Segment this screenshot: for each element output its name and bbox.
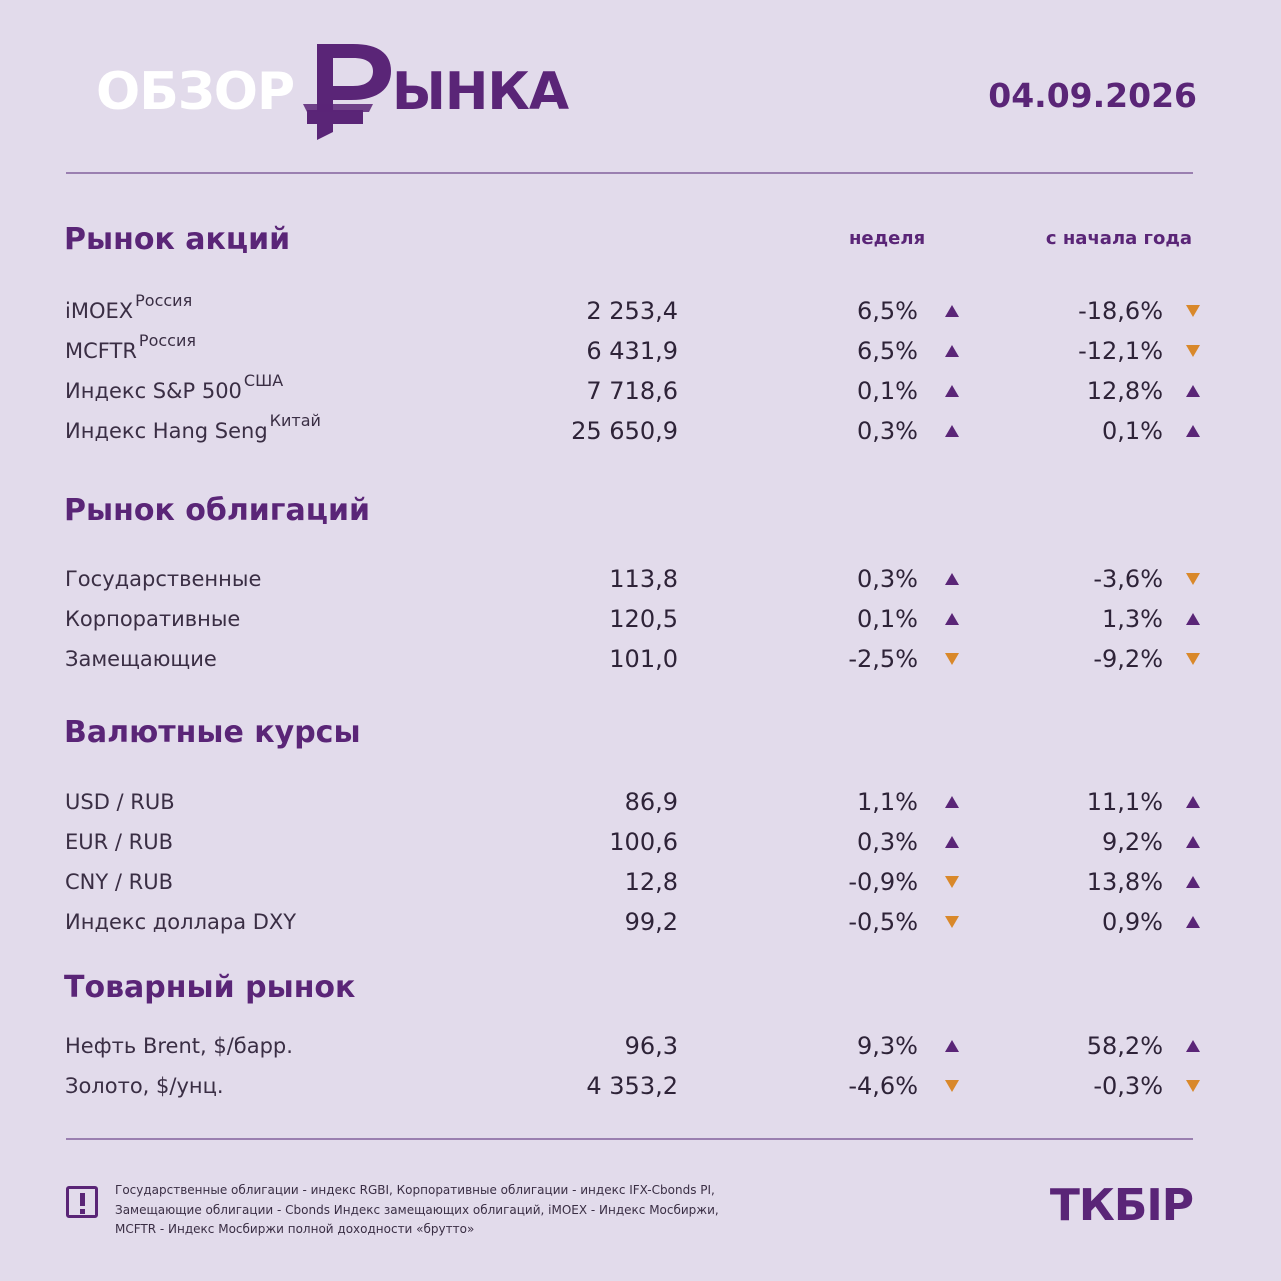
table-row	[0, 559, 1281, 599]
triangle-down-icon	[1186, 345, 1200, 357]
title-obzor: ОБЗОР	[96, 62, 295, 122]
header	[0, 0, 1281, 170]
ytd-change: 12,8%	[1086, 377, 1163, 405]
table-row	[0, 782, 1281, 822]
footnote-line: Государственные облигации - индекс RGBI, Корпоративные облигации - индекс IFX-Cbonds PI,	[115, 1183, 715, 1197]
table-row	[0, 1026, 1281, 1066]
row-label	[65, 607, 240, 631]
row-value: 12,8	[624, 868, 678, 896]
triangle-up-icon	[1186, 836, 1200, 848]
triangle-down-icon	[945, 1080, 959, 1092]
triangle-down-icon	[945, 653, 959, 665]
triangle-down-icon	[1186, 653, 1200, 665]
week-change: 9,3%	[857, 1032, 918, 1060]
row-label-text: CNY / RUB	[65, 870, 173, 894]
row-label-text: Государственные	[65, 567, 262, 591]
row-label-text: Золото, $/унц.	[65, 1074, 224, 1098]
footnote-line: MCFTR - Индекс Мосбиржи полной доходности «брутто»	[115, 1222, 475, 1236]
row-country: Китай	[269, 411, 321, 430]
row-label	[65, 371, 284, 403]
triangle-up-icon	[945, 305, 959, 317]
triangle-up-icon	[945, 345, 959, 357]
triangle-down-icon	[945, 916, 959, 928]
week-change: -2,5%	[848, 645, 918, 673]
ytd-change: 9,2%	[1102, 828, 1163, 856]
week-change: 0,3%	[857, 565, 918, 593]
row-value: 2 253,4	[586, 297, 678, 325]
triangle-up-icon	[1186, 613, 1200, 625]
triangle-up-icon	[945, 425, 959, 437]
row-label	[65, 567, 261, 591]
row-country: Россия	[135, 291, 193, 310]
column-header-week: неделя	[849, 228, 926, 249]
ytd-change: -0,3%	[1093, 1072, 1163, 1100]
week-change: 0,1%	[857, 605, 918, 633]
row-country: США	[243, 371, 284, 390]
row-value: 99,2	[624, 908, 678, 936]
week-change: -0,9%	[848, 868, 918, 896]
ytd-change: -3,6%	[1093, 565, 1163, 593]
triangle-up-icon	[1186, 385, 1200, 397]
row-label-text: Нефть Brent, $/барр.	[65, 1034, 293, 1058]
row-value: 6 431,9	[586, 337, 678, 365]
table-row	[0, 331, 1281, 371]
week-change: 1,1%	[857, 788, 918, 816]
ytd-change: 58,2%	[1086, 1032, 1163, 1060]
ytd-change: 1,3%	[1102, 605, 1163, 633]
section-title: Рынок акций	[64, 222, 291, 257]
ytd-change: -12,1%	[1078, 337, 1163, 365]
triangle-up-icon	[945, 796, 959, 808]
row-value: 100,6	[609, 828, 678, 856]
triangle-up-icon	[1186, 876, 1200, 888]
row-label	[65, 790, 175, 814]
row-value: 4 353,2	[586, 1072, 678, 1100]
triangle-up-icon	[945, 613, 959, 625]
row-label-text: Индекс S&P 500	[65, 379, 242, 403]
triangle-down-icon	[1186, 1080, 1200, 1092]
footnote-line: Замещающие облигации - Cbonds Индекс замещающих облигаций, iMOEX - Индекс Мосбиржи,	[115, 1202, 719, 1217]
week-change: 0,1%	[857, 377, 918, 405]
triangle-up-icon	[945, 573, 959, 585]
triangle-up-icon	[1186, 425, 1200, 437]
column-header-ytd: с начала года	[1045, 228, 1192, 249]
brand-logo: ТКБІР	[1049, 1180, 1193, 1231]
table-row	[0, 639, 1281, 679]
row-label	[65, 411, 321, 443]
triangle-up-icon	[945, 836, 959, 848]
triangle-down-icon	[945, 876, 959, 888]
row-value: 96,3	[624, 1032, 678, 1060]
section-title: Рынок облигаций	[64, 493, 371, 528]
table-row	[0, 371, 1281, 411]
row-label-text: Замещающие	[65, 647, 217, 671]
row-label-text: MCFTR	[65, 339, 137, 363]
exclamation-icon	[66, 1186, 98, 1218]
week-change: 6,5%	[857, 337, 918, 365]
row-label-text: Корпоративные	[65, 607, 241, 631]
row-label	[65, 647, 217, 671]
row-value: 101,0	[609, 645, 678, 673]
row-label-text: Индекс Hang Seng	[65, 419, 268, 443]
triangle-up-icon	[1186, 916, 1200, 928]
row-country: Россия	[138, 331, 196, 350]
week-change: -4,6%	[848, 1072, 918, 1100]
ytd-change: 11,1%	[1086, 788, 1163, 816]
section-title: Валютные курсы	[64, 715, 361, 750]
week-change: -0,5%	[848, 908, 918, 936]
triangle-down-icon	[1186, 305, 1200, 317]
table-row	[0, 599, 1281, 639]
week-change: 6,5%	[857, 297, 918, 325]
report-date: 04.09.2026	[988, 76, 1197, 115]
table-row	[0, 411, 1281, 451]
triangle-up-icon	[1186, 1040, 1200, 1052]
triangle-up-icon	[1186, 796, 1200, 808]
triangle-down-icon	[1186, 573, 1200, 585]
week-change: 0,3%	[857, 417, 918, 445]
row-label	[65, 1074, 224, 1098]
ytd-change: 0,9%	[1102, 908, 1163, 936]
row-value: 25 650,9	[571, 417, 678, 445]
section-title: Товарный рынок	[64, 970, 356, 1005]
table-row	[0, 862, 1281, 902]
ruble-logo-icon	[303, 40, 395, 144]
footnote	[115, 1181, 755, 1240]
table-row	[0, 822, 1281, 862]
row-label-text: EUR / RUB	[65, 830, 174, 854]
table-row	[0, 902, 1281, 942]
ytd-change: 13,8%	[1086, 868, 1163, 896]
ytd-change: -18,6%	[1078, 297, 1163, 325]
bottom-divider	[66, 1138, 1193, 1140]
top-divider	[66, 172, 1193, 174]
table-row	[0, 291, 1281, 331]
row-label	[65, 910, 296, 934]
row-label	[65, 870, 173, 894]
title-rynka: ЫНКА	[392, 62, 569, 122]
row-label	[65, 830, 173, 854]
week-change: 0,3%	[857, 828, 918, 856]
row-label-text: USD / RUB	[65, 790, 175, 814]
row-label	[65, 291, 193, 323]
ytd-change: 0,1%	[1102, 417, 1163, 445]
ytd-change: -9,2%	[1093, 645, 1163, 673]
triangle-up-icon	[945, 1040, 959, 1052]
row-value: 86,9	[624, 788, 678, 816]
row-label	[65, 1034, 293, 1058]
triangle-up-icon	[945, 385, 959, 397]
row-label	[65, 331, 196, 363]
row-label-text: iMOEX	[65, 299, 134, 323]
row-value: 120,5	[609, 605, 678, 633]
table-row	[0, 1066, 1281, 1106]
row-value: 7 718,6	[586, 377, 678, 405]
row-value: 113,8	[609, 565, 678, 593]
row-label-text: Индекс доллара DXY	[65, 910, 297, 934]
